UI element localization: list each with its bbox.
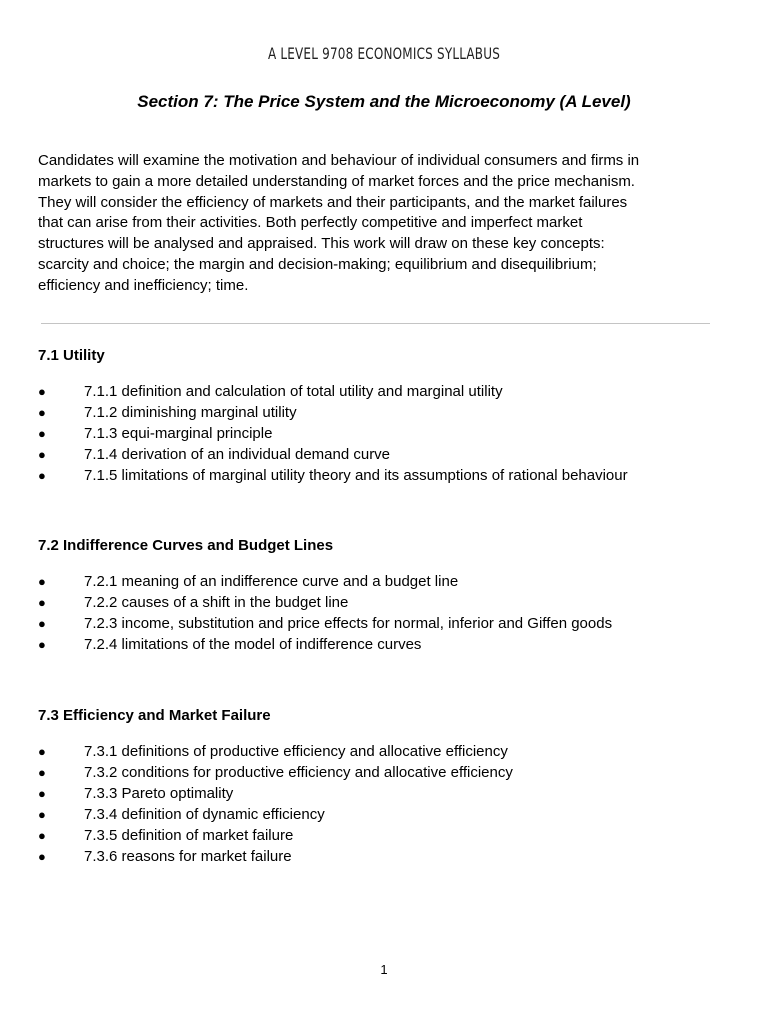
list-item: [38, 571, 612, 592]
intro-line: efficiency and inefficiency; time.: [38, 276, 249, 294]
bullet-icon: ●: [38, 574, 46, 589]
page-header: A LEVEL 9708 ECONOMICS SYLLABUS: [267, 44, 501, 63]
bullet-icon: ●: [38, 828, 46, 843]
list-item-text: 7.3.4 definition of dynamic efficiency: [84, 806, 325, 823]
list-item: [38, 465, 628, 486]
intro-line: structures will be analysed and appraised. This work will draw on these key concepts:: [38, 235, 605, 253]
list-item-text: 7.2.3 income, substitution and price effects for normal, inferior and Giffen goods: [84, 615, 613, 632]
bullet-icon: ●: [38, 426, 46, 441]
intro-line: that can arise from their activities. Both perfectly competitive and imperfect market: [38, 214, 583, 232]
list-item-text: 7.3.3 Pareto optimality: [84, 785, 234, 802]
list-item: [38, 846, 513, 867]
bullet-icon: ●: [38, 595, 46, 610]
bullet-icon: ●: [38, 468, 46, 483]
intro-line: They will consider the efficiency of markets and their participants, and the market failures: [38, 193, 628, 211]
bullet-icon: ●: [38, 405, 46, 420]
list-item: [38, 592, 612, 613]
list-item: [38, 381, 628, 402]
section-heading-indifference-curves: 7.2 Indifference Curves and Budget Lines: [38, 537, 334, 554]
bullet-icon: ●: [38, 786, 46, 801]
list-item-text: 7.2.2 causes of a shift in the budget line: [84, 594, 349, 611]
list-item-text: 7.1.5 limitations of marginal utility theory and its assumptions of rational behaviour: [84, 467, 628, 484]
list-item: [38, 423, 628, 444]
section-title: Section 7: The Price System and the Microeconomy (A Level): [137, 92, 631, 111]
list-item-text: 7.1.1 definition and calculation of total utility and marginal utility: [84, 383, 503, 400]
list-item-text: 7.3.6 reasons for market failure: [84, 848, 292, 865]
intro-paragraph: [38, 151, 728, 297]
section-heading-efficiency: 7.3 Efficiency and Market Failure: [38, 707, 271, 724]
bullet-icon: ●: [38, 849, 46, 864]
intro-line: markets to gain a more detailed understanding of market forces and the price mechanism.: [38, 172, 635, 190]
bullet-icon: ●: [38, 616, 46, 631]
utility-list: [38, 381, 628, 486]
list-item-text: 7.3.5 definition of market failure: [84, 827, 294, 844]
horizontal-divider: [41, 323, 710, 324]
list-item: [38, 444, 628, 465]
list-item-text: 7.2.1 meaning of an indifference curve and a budget line: [84, 573, 459, 590]
indifference-curves-list: [38, 571, 612, 655]
bullet-icon: ●: [38, 384, 46, 399]
bullet-icon: ●: [38, 765, 46, 780]
page-number: 1: [380, 962, 388, 977]
list-item: [38, 762, 513, 783]
list-item-text: 7.3.1 definitions of productive efficiency and allocative efficiency: [84, 743, 508, 760]
list-item: [38, 825, 513, 846]
list-item: [38, 741, 513, 762]
intro-line: Candidates will examine the motivation and behaviour of individual consumers and firms in: [38, 152, 640, 169]
intro-line: scarcity and choice; the margin and decision-making; equilibrium and disequilibrium;: [38, 255, 597, 273]
section-heading-utility: 7.1 Utility: [38, 347, 105, 364]
bullet-icon: ●: [38, 744, 46, 759]
efficiency-list: [38, 741, 513, 867]
list-item-text: 7.3.2 conditions for productive efficiency and allocative efficiency: [84, 764, 513, 781]
list-item: [38, 613, 612, 634]
list-item: [38, 783, 513, 804]
list-item-text: 7.2.4 limitations of the model of indifference curves: [84, 636, 422, 653]
bullet-icon: ●: [38, 447, 46, 462]
list-item: [38, 402, 628, 423]
list-item-text: 7.1.2 diminishing marginal utility: [84, 404, 297, 421]
bullet-icon: ●: [38, 637, 46, 652]
list-item: [38, 804, 513, 825]
list-item: [38, 634, 612, 655]
bullet-icon: ●: [38, 807, 46, 822]
list-item-text: 7.1.4 derivation of an individual demand curve: [84, 446, 391, 463]
list-item-text: 7.1.3 equi-marginal principle: [84, 425, 273, 442]
